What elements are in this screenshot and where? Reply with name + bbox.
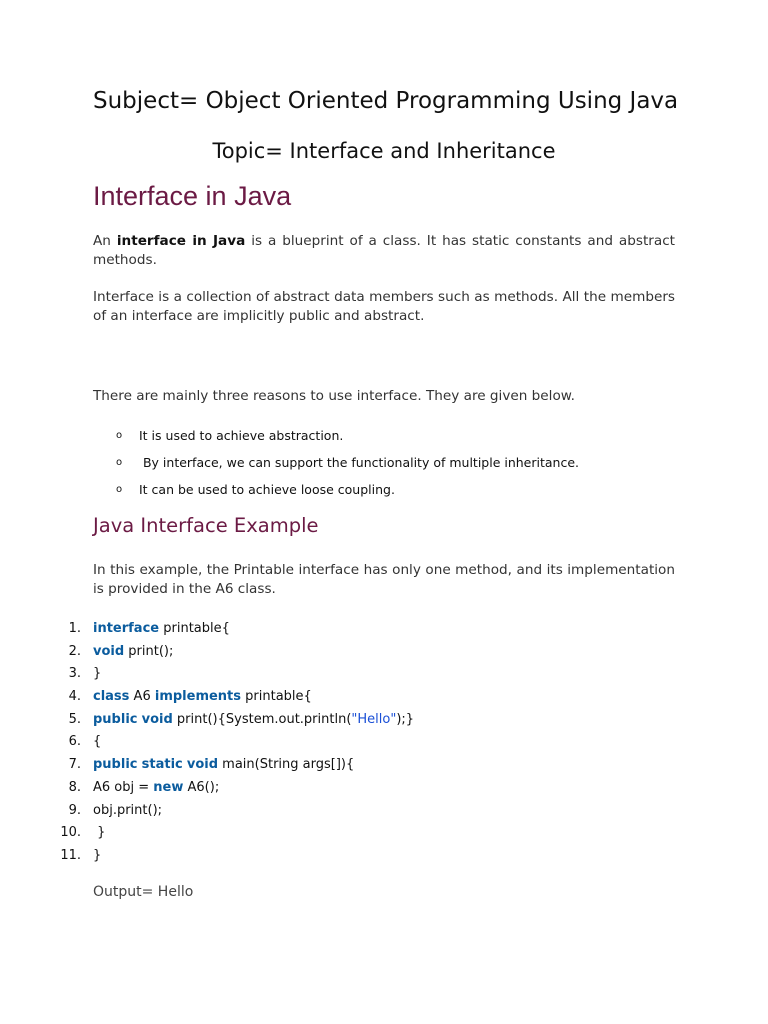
code-line [60, 825, 700, 848]
code-line-number: 7. [68, 757, 81, 773]
code-keyword: void [93, 643, 125, 659]
code-token: { [93, 734, 102, 750]
code-token: A6 [129, 689, 155, 705]
code-line-text [93, 825, 105, 840]
code-line-number: 3. [68, 666, 81, 682]
code-keyword: interface [93, 621, 160, 636]
code-keyword: static [141, 757, 183, 773]
code-token: printable{ [241, 689, 312, 705]
code-keyword: public [93, 711, 138, 727]
code-token: print(){System.out.println( [172, 711, 352, 727]
paragraph-definition-rest: is a blueprint of a class. It has static constants and abstract methods. [93, 233, 675, 268]
output-text: Output= Hello [93, 884, 194, 900]
code-keyword: void [186, 757, 219, 773]
list-item-text: It can be used to achieve loose coupling. [139, 482, 395, 497]
code-string: "Hello" [351, 711, 397, 727]
code-listing [60, 621, 700, 871]
code-line [60, 621, 700, 644]
bullet-marker: o [116, 430, 123, 441]
code-line-number: 2. [68, 643, 81, 659]
code-token: printable{ [159, 621, 230, 636]
bullet-marker: o [116, 484, 123, 495]
paragraph-definition-bold: interface in Java [116, 233, 246, 249]
code-line [60, 712, 700, 735]
code-line-text [93, 689, 312, 704]
code-line-text [93, 712, 414, 727]
code-keyword: class [93, 689, 130, 705]
code-line-number: 5. [68, 711, 81, 727]
code-line-number: 4. [68, 689, 81, 705]
code-token: main(String args[]){ [218, 757, 355, 773]
code-line [60, 666, 700, 689]
code-line-text [93, 757, 354, 772]
paragraph-example-intro: In this example, the Printable interface has only one method, and its implementation is provided in the A6 class. [93, 562, 675, 597]
code-line [60, 803, 700, 826]
paragraph-definition [93, 232, 675, 270]
code-keyword: implements [154, 689, 242, 705]
code-line-number: 1. [68, 621, 81, 636]
code-line [60, 780, 700, 803]
code-keyword: new [153, 779, 184, 795]
code-line-number: 8. [68, 779, 81, 795]
code-line-text [93, 848, 101, 863]
subject-title: Subject= Object Oriented Programming Using Java [93, 88, 679, 114]
section-heading-interface: Interface in Java [93, 181, 292, 211]
code-token: A6(); [183, 779, 220, 795]
code-token: } [93, 666, 102, 682]
code-token: );} [396, 711, 415, 727]
list-item-text: By interface, we can support the functionality of multiple inheritance. [139, 455, 580, 470]
list-item [93, 455, 693, 482]
code-line-number: 11. [60, 847, 81, 863]
code-line-text [93, 734, 101, 749]
reasons-list [93, 428, 693, 509]
list-item-text: It is used to achieve abstraction. [139, 428, 344, 443]
list-item [93, 428, 693, 455]
code-line [60, 734, 700, 757]
bullet-marker: o [116, 457, 123, 468]
paragraph-collection: Interface is a collection of abstract data members such as methods. All the members of an interface are implicitly public and abstract. [93, 289, 675, 324]
code-line-number: 6. [68, 734, 81, 750]
code-line-text [93, 644, 173, 659]
code-line [60, 757, 700, 780]
code-token: } [93, 825, 106, 841]
code-token: A6 obj = [93, 779, 154, 795]
code-token: obj.print(); [93, 802, 163, 818]
code-keyword: public [93, 757, 138, 773]
code-line-number: 10. [60, 825, 81, 841]
code-line-text [93, 666, 101, 681]
code-line [60, 689, 700, 712]
paragraph-reasons-intro: There are mainly three reasons to use interface. They are given below. [93, 388, 575, 404]
code-line-text [93, 780, 219, 795]
code-line-number: 9. [68, 802, 81, 818]
code-line-text [93, 803, 162, 818]
code-token: print(); [124, 643, 174, 659]
code-line [60, 644, 700, 667]
section-heading-example: Java Interface Example [93, 514, 319, 537]
topic-title: Topic= Interface and Inheritance [212, 139, 556, 163]
code-line [60, 848, 700, 871]
code-line-text [93, 621, 230, 636]
code-token: } [93, 847, 102, 863]
code-keyword: void [141, 711, 173, 727]
paragraph-definition-prefix: An [93, 233, 117, 249]
list-item [93, 482, 693, 509]
